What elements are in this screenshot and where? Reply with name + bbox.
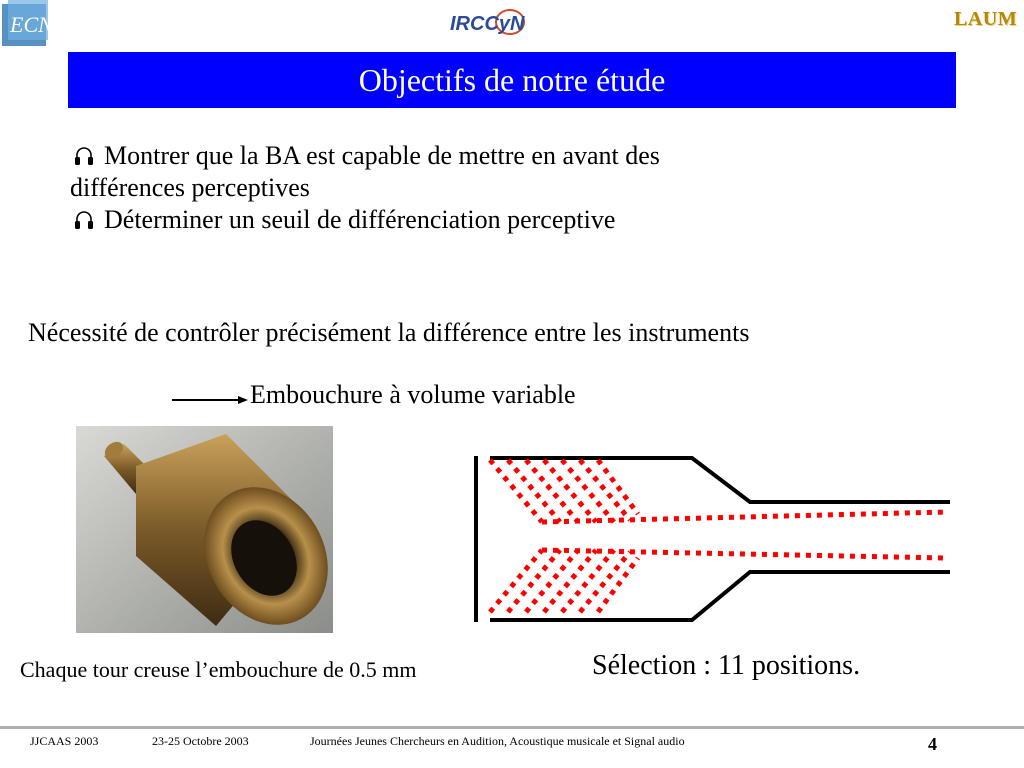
ircyn-logo [448,6,558,38]
svg-text:ECN: ECN [10,12,52,37]
mouthpiece-diagram [460,450,960,630]
bullet-item [70,204,970,236]
headphones-icon [74,143,94,165]
page-number: 4 [928,734,937,754]
bullet-text: Montrer que la BA est capable de mettre en avant des [104,141,660,170]
laum-logo: LAUM [954,8,1018,30]
bullet-list [70,140,970,236]
mouthpiece-photo [76,426,333,633]
bullet-text: Déterminer un seuil de différenciation perceptive [104,205,616,234]
footer-conference: JJCAAS 2003 [30,734,99,748]
bullet-item [70,140,970,172]
photo-caption: Chaque tour creuse l’embouchure de 0.5 mm [20,657,417,682]
selection-label: Sélection : 11 positions. [592,650,861,681]
footer-event: Journées Jeunes Chercheurs en Audition, Acoustique musicale et Signal audio [310,734,685,748]
footer-dates: 23-25 Octobre 2003 [152,734,249,748]
ecn-logo [0,0,52,50]
embouchure-label: Embouchure à volume variable [250,380,576,409]
footer [0,732,1024,762]
arrow-right-icon [170,390,250,410]
headphones-icon [74,207,94,229]
title-bar [68,52,956,108]
slide-title: Objectifs de notre étude [358,62,666,98]
footer-divider [0,726,1024,729]
necessity-statement: Nécessité de contrôler précisément la différence entre les instruments [28,318,750,347]
bullet-text-continuation: différences perceptives [70,173,310,202]
svg-text:IRCCyN: IRCCyN [450,13,525,35]
